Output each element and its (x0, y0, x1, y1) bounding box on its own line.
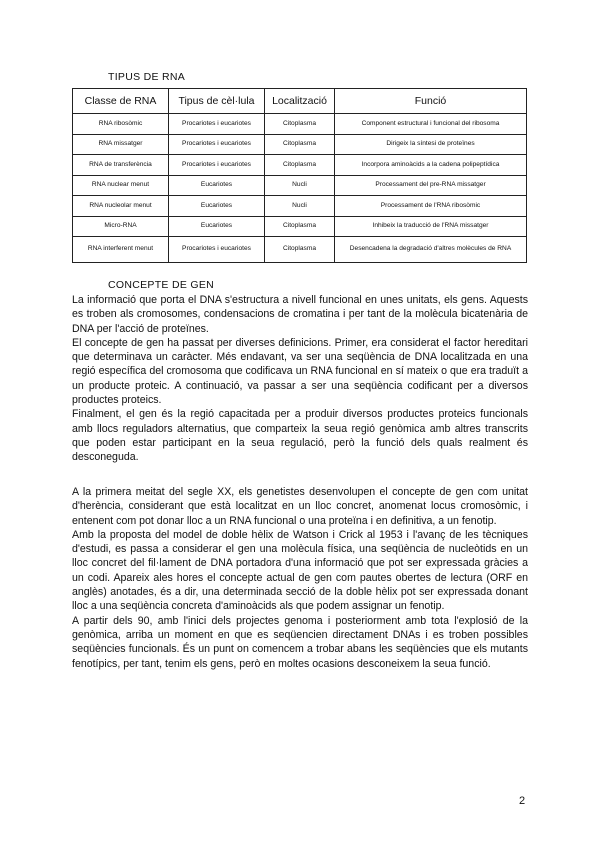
page-number: 2 (519, 795, 526, 807)
table-cell: Processament de l'RNA ribosòmic (335, 196, 527, 217)
table-row (73, 134, 527, 155)
table-cell: Eucariotes (169, 196, 265, 217)
table-cell: Component estructural i funcional del ribosoma (335, 114, 527, 135)
gene-concept-history (72, 485, 528, 671)
table-cell: RNA missatger (73, 134, 169, 155)
paragraph: A partir dels 90, amb l'inici dels projectes genoma i posteriorment amb tota l'explosió de la genòmica, arriba un moment en que es seqüencien directament DNAs i es troben possibles seqüències funcionals. És un punt on comencem a trobar abans les seqüències que els mutants fenotípics, per tant, tenim els gens, però en moltes ocasions desconeixem la seua funció. (72, 614, 528, 670)
rna-types-table (72, 88, 527, 263)
table-cell: Dirigeix la síntesi de proteïnes (335, 134, 527, 155)
table-cell: Nucli (265, 175, 335, 196)
paragraph: El concepte de gen ha passat per diverses definicions. Primer, era considerat el factor hereditari que determinava un caràcter. Més endavant, va ser una seqüència de DNA localitzada en una regió específica del cromosoma que codificava un RNA funcional en sí mateix o que era traduït a un producte proteic. A continuació, va passar a ser una seqüència codificant per a diversos productes proteics. (72, 336, 528, 407)
paragraph: La informació que porta el DNA s'estructura a nivell funcional en unes unitats, els gens. Aquests es troben als cromosomes, condensacions de cromatina i per tant de la molècula bicatenària de DNA per l'acció de proteïnes. (72, 294, 528, 335)
table-cell: Procariotes i eucariotes (169, 134, 265, 155)
table-cell: RNA nucleolar menut (73, 196, 169, 217)
table-cell: Procariotes i eucariotes (169, 237, 265, 263)
gene-concept-intro (72, 293, 528, 465)
table-cell: Nucli (265, 196, 335, 217)
paragraph: Finalment, el gen és la regió capacitada per a produir diversos productes proteics funcionals amb llocs reguladors alternatius, que comparteix la seua regió genòmica amb altres transcrits que poden estar participant en la seua regulació, però la funció dels quals realment és desconeguda. (72, 408, 528, 464)
table-cell: Citoplasma (265, 155, 335, 176)
column-header: Localització (265, 89, 335, 114)
section-heading: CONCEPTE DE GEN (108, 279, 215, 291)
table-cell: Desencadena la degradació d'altres molècules de RNA (335, 237, 527, 263)
table-cell: Micro-RNA (73, 216, 169, 237)
table-cell: Procariotes i eucariotes (169, 155, 265, 176)
table-cell: Citoplasma (265, 237, 335, 263)
table-cell: Inhibeix la traducció de l'RNA missatger (335, 216, 527, 237)
paragraph: A la primera meitat del segle XX, els genetistes desenvolupen el concepte de gen com unitat d'herència, considerant que està localitzat en un lloc concret, anomenat locus cromosòmic, i entenent com pot donar lloc a un RNA funcional o una proteïna i en definitiva, a un fenotip. (72, 486, 528, 527)
table-cell: Citoplasma (265, 216, 335, 237)
table-cell: Eucariotes (169, 175, 265, 196)
paragraph: Amb la proposta del model de doble hèlix de Watson i Crick al 1953 i l'avanç de les tècniques d'estudi, es passa a considerar el gen una molècula física, una seqüència de nucleòtids en un lloc concret del fil·lament de DNA portadora d'una informació que pot ser expressada gràcies a un codi. Apareix ales hores el concepte actual de gen com pautes obertes de lectura (ORF en anglès) anotades, és a dir, una determinada secció de la doble hèlix pot ser expressada donant lloc a una seqüència concreta d'aminoàcids als que podem assignar un fenotip. (72, 528, 528, 613)
table-row (73, 237, 527, 263)
table-row (73, 216, 527, 237)
table-heading: TIPUS DE RNA (108, 71, 186, 83)
table-cell: Incorpora aminoàcids a la cadena polipeptídica (335, 155, 527, 176)
table-row (73, 155, 527, 176)
table-row (73, 114, 527, 135)
table-cell: RNA interferent menut (73, 237, 169, 263)
table-cell: RNA nuclear menut (73, 175, 169, 196)
table-cell: Citoplasma (265, 114, 335, 135)
table-cell: RNA ribosòmic (73, 114, 169, 135)
column-header: Tipus de cèl·lula (169, 89, 265, 114)
table-cell: RNA de transferència (73, 155, 169, 176)
table-header-row (73, 89, 527, 114)
table-cell: Processament del pre-RNA missatger (335, 175, 527, 196)
table-row (73, 175, 527, 196)
table-cell: Eucariotes (169, 216, 265, 237)
column-header: Funció (335, 89, 527, 114)
table-cell: Procariotes i eucariotes (169, 114, 265, 135)
table-cell: Citoplasma (265, 134, 335, 155)
column-header: Classe de RNA (73, 89, 169, 114)
table-row (73, 196, 527, 217)
